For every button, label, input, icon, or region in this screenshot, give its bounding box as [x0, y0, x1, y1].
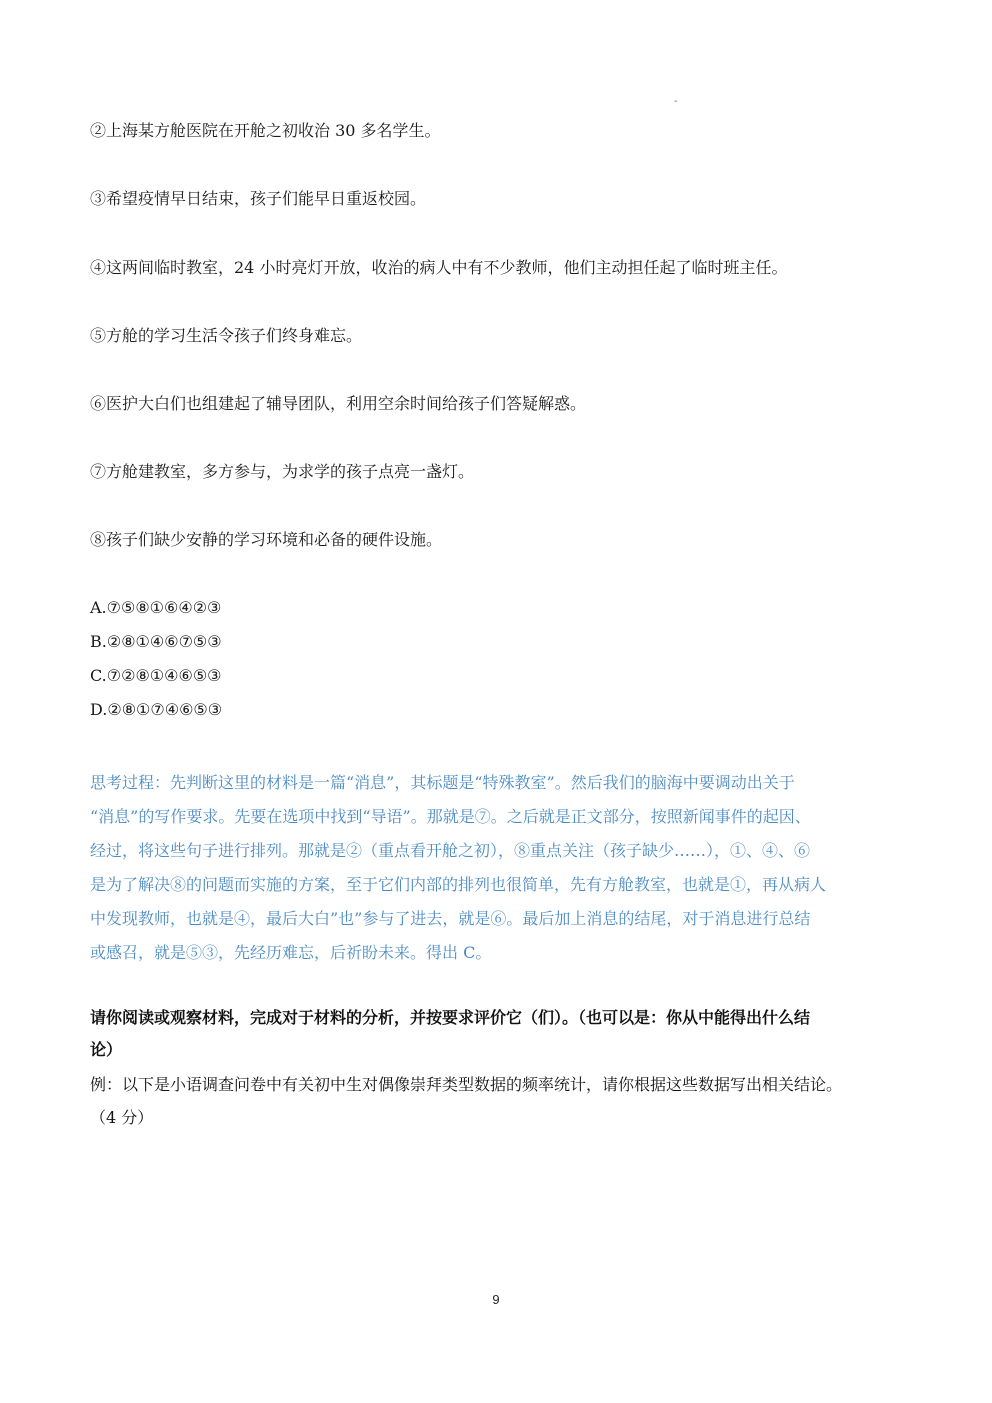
list-item: ⑧孩子们缺少安静的学习环境和必备的硬件设施。 [90, 530, 443, 549]
scan-mark: - [674, 96, 678, 107]
answer-option-a: A.⑦⑤⑧①⑥④②③ [90, 598, 222, 617]
example-line: （4 分） [90, 1108, 154, 1127]
page-number: 9 [492, 1292, 500, 1307]
thinking-line: 中发现教师，也就是④，最后大白”也”参与了进去，就是⑥。最后加上消息的结尾，对于消息进行总结 [90, 909, 811, 928]
example-line: 例：以下是小语调查问卷中有关初中生对偶像崇拜类型数据的频率统计，请你根据这些数据写出相关结论。 [90, 1075, 843, 1094]
list-item: ③希望疫情早日结束，孩子们能早日重返校园。 [90, 189, 427, 208]
list-item: ②上海某方舱医院在开舱之初收治 30 多名学生。 [90, 121, 441, 140]
thinking-line: 是为了解决⑧的问题而实施的方案，至于它们内部的排列也很简单，先有方舱教室，也就是①，再从病人 [90, 875, 827, 894]
answer-option-d: D.②⑧①⑦④⑥⑤③ [90, 700, 223, 719]
answer-option-c: C.⑦②⑧①④⑥⑤③ [90, 666, 222, 685]
thinking-process [90, 766, 910, 970]
question-line: 论） [90, 1040, 123, 1059]
list-item: ⑤方舱的学习生活令孩子们终身难忘。 [90, 326, 363, 345]
example-prompt [90, 1068, 920, 1134]
thinking-line: “消息”的写作要求。先要在选项中找到“导语”。那就是⑦。之后就是正文部分，按照新闻事件的起因、 [90, 807, 811, 826]
question-heading [90, 1002, 910, 1066]
answer-option-b: B.②⑧①④⑥⑦⑤③ [90, 632, 222, 651]
question-line: 请你阅读或观察材料，完成对于材料的分析，并按要求评价它（们）。（也可以是：你从中能得出什么结 [90, 1008, 811, 1027]
list-item: ⑥医护大白们也组建起了辅导团队，利用空余时间给孩子们答疑解惑。 [90, 394, 587, 413]
list-item: ④这两间临时教室，24 小时亮灯开放，收治的病人中有不少教师，他们主动担任起了临时班主任。 [90, 258, 788, 277]
thinking-line: 经过，将这些句子进行排列。那就是②（重点看开舱之初），⑧重点关注（孩子缺少……），①、④、⑥ [90, 841, 811, 860]
thinking-line: 思考过程：先判断这里的材料是一篇“消息”，其标题是“特殊教室”。然后我们的脑海中要调动出关于 [90, 773, 795, 792]
thinking-line: 或感召，就是⑤③，先经历难忘，后祈盼未来。得出 C。 [90, 943, 492, 962]
list-item: ⑦方舱建教室，多方参与，为求学的孩子点亮一盏灯。 [90, 462, 475, 481]
